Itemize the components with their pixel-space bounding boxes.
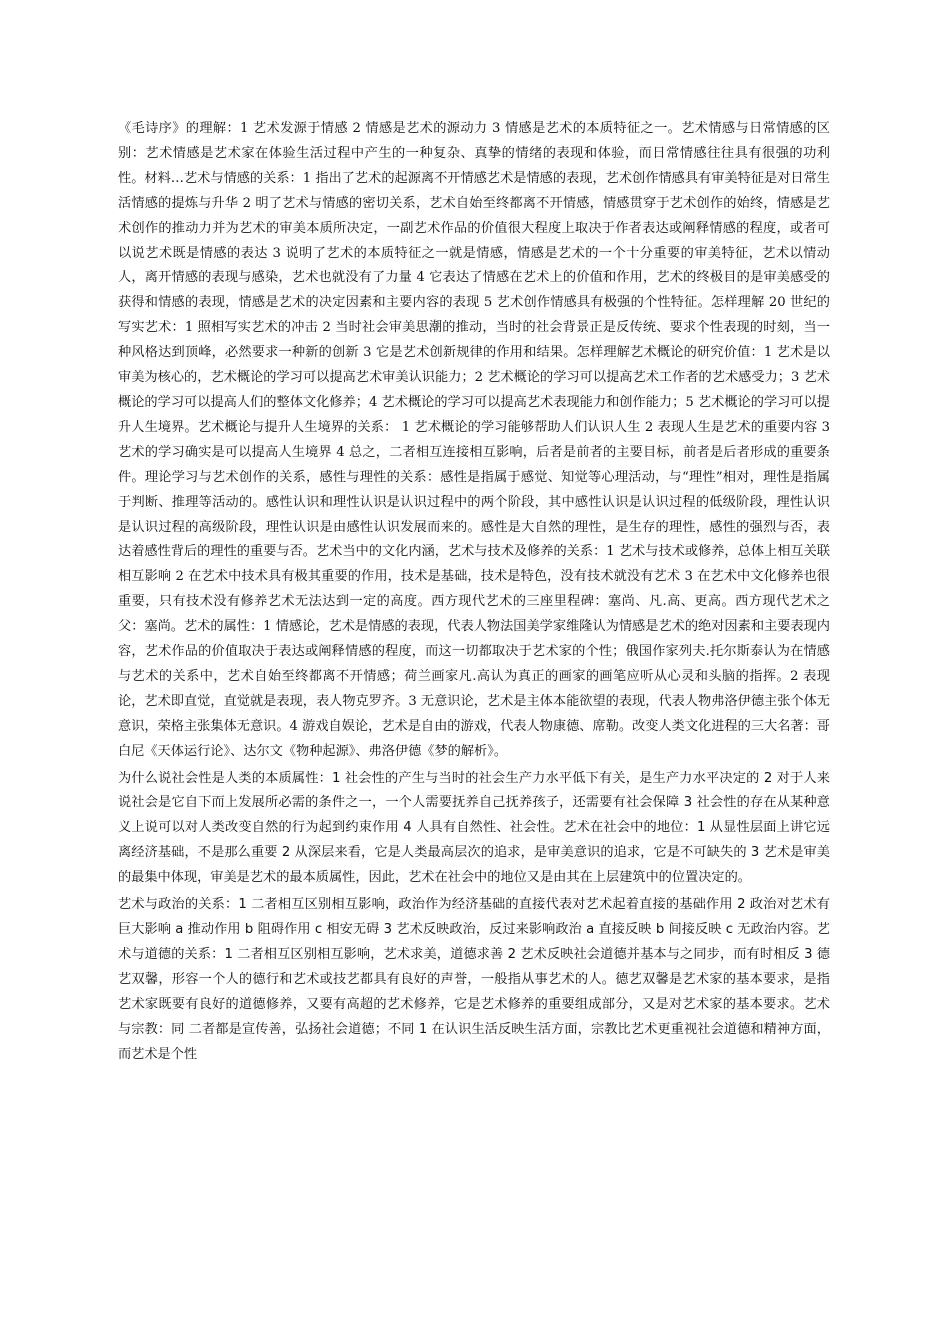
- paragraph-art-theory-notes: 《毛诗序》的理解：1 艺术发源于情感 2 情感是艺术的源动力 3 情感是艺术的本质特征之一。艺术情感与日常情感的区别：艺术情感是艺术家在体验生活过程中产生的一种复杂、真挚的情绪的表现和体验，而日常情感往往具有很强的功利性。材料…艺术与情感的关系：1 指出了艺术的起源离不开情感艺术是情感的表现，艺术创作情感具有审美特征是对日常生活情感的提炼与升华 2 明了艺术与情感的密切关系，艺术自始至终都离不开情感，情感贯穿于艺术创作的始终，情感是艺术创作的推动力并为艺术的审美本质所决定，一副艺术作品的价值很大程度上取决于作者表达或阐释情感的程度，或者可以说艺术既是情感的表达 3 说明了艺术的本质特征之一就是情感，情感是艺术的一个十分重要的审美特征，艺术以情动人，离开情感的表现与感染，艺术也就没有了力量 4 它表达了情感在艺术上的价值和作用，艺术的终极目的是审美感受的获得和情感的表现，情感是艺术的决定因素和主要内容的表现 5 艺术创作情感具有极强的个性特征。怎样理解 20 世纪的写实艺术：1 照相写实艺术的冲击 2 当时社会审美思潮的推动，当时的社会背景正是反传统、要求个性表现的时刻，当一种风格达到顶峰，必然要求一种新的创新 3 它是艺术创新规律的作用和结果。怎样理解艺术概论的研究价值：1 艺术是以审美为核心的，艺术概论的学习可以提高艺术审美认识能力；2 艺术概论的学习可以提高艺术工作者的艺术感受力；3 艺术概论的学习可以提高人们的整体文化修养；4 艺术概论的学习可以提高艺术表现能力和创作能力；5 艺术概论的学习可以提升人生境界。艺术概论与提升人生境界的关系： 1 艺术概论的学习能够帮助人们认识人生 2 表现人生是艺术的重要内容 3 艺术的学习确实是可以提高人生境界 4 总之，二者相互连接相互影响，后者是前者的主要目标，前者是后者形成的重要条件。理论学习与艺术创作的关系，感性与理性的关系：感性是指属于感觉、知觉等心理活动，与“理性”相对，理性是指属于判断、推理等活动的。感性认识和理性认识是认识过程中的两个阶段，其中感性认识是认识过程的低级阶段，理性认识是认识过程的高级阶段，理性认识是由感性认识发展而来的。感性是大自然的理性，是生存的理性，感性的强烈与否，表达着感性背后的理性的重要与否。艺术当中的文化内涵，艺术与技术及修养的关系：1 艺术与技术或修养，总体上相互关联相互影响 2 在艺术中技术具有极其重要的作用，技术是基础，技术是特色，没有技术就没有艺术 3 在艺术中文化修养也很重要，只有技术没有修养艺术无法达到一定的高度。西方现代艺术的三座里程碑：塞尚、凡.高、更高。西方现代艺术之父：塞尚。艺术的属性：1 情感论，艺术是情感的表现，代表人物法国美学家维隆认为情感是艺术的绝对因素和主要表现内容，艺术作品的价值取决于表达或阐释情感的程度，而这一切都取决于艺术家的个性；俄国作家列夫.托尔斯泰认为在情感与艺术的关系中，艺术自始至终都离不开情感；荷兰画家凡.高认为真正的画家的画笔应听从心灵和头脑的指挥。2 表现论，艺术即直觉，直觉就是表现，表人物克罗齐。3 无意识论，艺术是主体本能欲望的表现，代表人物弗洛伊德主张个体无意识，荣格主张集体无意识。4 游戏自娱论，艺术是自由的游戏，代表人物康德、席勒。改变人类文化进程的三大名著：哥白尼《天体运行论》、达尔文《物种起源》、弗洛伊德《梦的解析》。: [118, 121, 830, 759]
- paragraph-sociality-and-art: 为什么说社会性是人类的本质属性：1 社会性的产生与当时的社会生产力水平低下有关，是生产力水平决定的 2 对于人来说社会是它自下而上发展所必需的条件之一，一个人需要抚养自己抚养孩子，还需要有社会保障 3 社会性的存在从某种意义上说可以对人类改变自然的行为起到约束作用 4 人具有自然性、社会性。艺术在社会中的地位：1 从显性层面上讲它远离经济基础，不是那么重要 2 从深层来看，它是人类最高层次的追求，是审美意识的追求，它是不可缺失的 3 艺术是审美的最集中体现，审美是艺术的最本质属性，因此，艺术在社会中的地位又是由其在上层建筑中的位置决定的。: [118, 770, 830, 886]
- document-page: [118, 117, 830, 1067]
- paragraph-art-politics-ethics-religion: 艺术与政治的关系：1 二者相互区别相互影响，政治作为经济基础的直接代表对艺术起着直接的基础作用 2 政治对艺术有巨大影响 a 推动作用 b 阻碍作用 c 相安无碍 3 艺术反映政治，反过来影响政治 a 直接反映 b 间接反映 c 无政治内容。艺术与道德的关系：1 二者相互区别相互影响，艺术求美，道德求善 2 艺术反映社会道德并基本与之同步，而有时相反 3 德艺双馨，形容一个人的德行和艺术或技艺都具有良好的声誉，一般指从事艺术的人。德艺双馨是艺术家的基本要求，是指艺术家既要有良好的道德修养，又要有高超的艺术修养，它是艺术修养的重要组成部分，又是对艺术家的基本要求。艺术与宗教：同 二者都是宣传善，弘扬社会道德；不同 1 在认识生活反映生活方面，宗教比艺术更重视社会道德和精神方面，而艺术是个性: [118, 897, 830, 1062]
